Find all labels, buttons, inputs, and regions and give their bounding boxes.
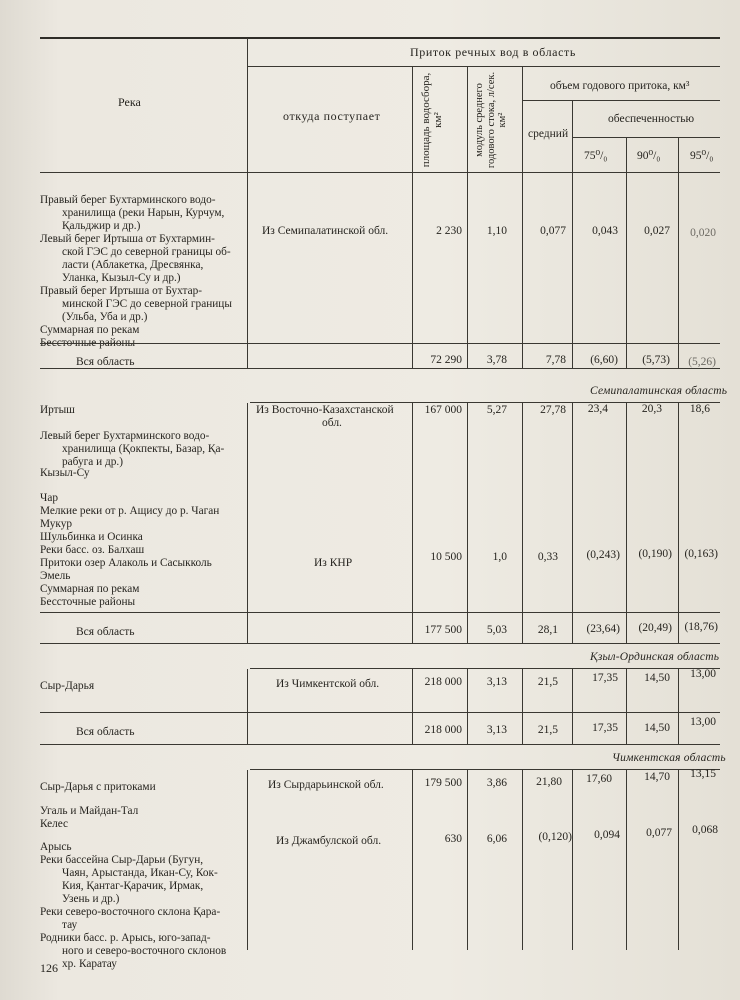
total-mean: 21,5 xyxy=(537,724,558,736)
p95-cell: (0,163) xyxy=(684,548,718,560)
col-divider xyxy=(678,173,679,368)
page-number: 126 xyxy=(40,961,58,975)
p75-cell: 17,35 xyxy=(592,672,618,684)
total-label: Вся область xyxy=(76,356,135,368)
list-item: Уланка, Кызыл-Су и др.) xyxy=(62,272,181,284)
list-item: ской ГЭС до северной границы об- xyxy=(62,246,231,258)
list-item: Кия, Қантаг-Қарачик, Ирмак, xyxy=(62,880,204,892)
header-source: откуда поступает xyxy=(283,109,381,123)
list-item: тау xyxy=(62,919,78,931)
header-col-divider xyxy=(626,138,627,172)
list-item: Суммарная по рекам xyxy=(40,324,140,336)
total-p75: (6,60) xyxy=(590,354,618,366)
p90-cell: 0,077 xyxy=(646,827,672,839)
col-divider xyxy=(522,173,523,368)
header-rule-3 xyxy=(573,137,720,138)
header-col-divider xyxy=(412,67,413,172)
col-divider xyxy=(678,669,679,744)
col-divider xyxy=(626,173,627,368)
list-item: ласти (Аблакетка, Дресвянка, xyxy=(62,259,204,271)
row-rule xyxy=(40,612,720,613)
header-rule-2 xyxy=(523,100,720,101)
source-cell: Из Чимкентской обл. xyxy=(276,678,380,690)
region-heading: Чимкентская область xyxy=(612,752,726,764)
header-p95: 95⁰/₀ xyxy=(690,150,714,162)
mean-cell: (0,120) xyxy=(538,831,572,843)
col-divider xyxy=(678,403,679,643)
row-rule xyxy=(250,668,720,669)
total-modulus: 3,78 xyxy=(486,354,507,366)
total-modulus: 5,03 xyxy=(486,624,507,636)
total-p95: (18,76) xyxy=(684,621,718,633)
total-p75: (23,64) xyxy=(586,623,620,635)
col-divider xyxy=(626,403,627,643)
mean-cell: 0,077 xyxy=(540,225,566,237)
list-item: Келес xyxy=(40,818,69,830)
p95-cell: 13,00 xyxy=(690,668,716,680)
header-p75: 75⁰/₀ xyxy=(584,150,608,162)
header-volume: объем годового притока, км³ xyxy=(550,80,690,92)
source-cell: Из Семипалатинской обл. xyxy=(262,225,389,237)
area-cell: 179 500 xyxy=(424,777,462,789)
total-p95: 13,00 xyxy=(690,716,716,728)
p90-cell: 14,70 xyxy=(644,771,670,783)
list-item: Суммарная по рекам xyxy=(40,583,140,595)
total-p90: (5,73) xyxy=(642,354,670,366)
modulus-cell: 5,27 xyxy=(486,404,507,416)
modulus-cell: 3,13 xyxy=(486,676,507,688)
header-p90: 90⁰/₀ xyxy=(637,150,661,162)
total-area: 177 500 xyxy=(424,624,462,636)
col-divider xyxy=(572,770,573,950)
total-label: Вся область xyxy=(76,726,135,738)
p90-cell: (0,190) xyxy=(638,548,672,560)
p95-cell: 18,6 xyxy=(689,403,710,415)
list-item: хранилища (реки Нарын, Курчум, xyxy=(62,207,225,219)
modulus-cell: 3,86 xyxy=(486,777,507,789)
row-rule xyxy=(40,343,720,344)
total-area: 218 000 xyxy=(424,724,462,736)
list-item: Правый берег Иртыша от Бухтар- xyxy=(40,285,203,297)
col-divider xyxy=(412,403,413,643)
header-probability: обеспеченностью xyxy=(608,113,695,125)
list-item: Реки басс. оз. Балхаш xyxy=(40,544,145,556)
p95-cell: 0,068 xyxy=(692,824,718,836)
mean-cell: 21,5 xyxy=(537,676,558,688)
list-item: хр. Каратау xyxy=(62,958,117,970)
header-river: Река xyxy=(118,95,141,109)
col-divider xyxy=(678,770,679,950)
header-col-divider xyxy=(467,67,468,172)
col-divider xyxy=(522,770,523,950)
list-item: Узень и др.) xyxy=(62,893,120,905)
header-col-divider xyxy=(678,138,679,172)
river-cell: Сыр-Дарья xyxy=(40,680,95,692)
list-item: Чаян, Арыстанда, Икан-Су, Кок- xyxy=(62,867,218,879)
list-item: (Ульба, Уба и др.) xyxy=(62,311,148,323)
col-divider xyxy=(247,173,248,368)
row-rule xyxy=(40,712,720,713)
modulus-cell: 1,10 xyxy=(486,225,507,237)
list-item: Кызыл-Су xyxy=(40,467,90,479)
p95-cell: 13,15 xyxy=(690,768,716,780)
list-item: Правый берег Бухтарминского водо- xyxy=(40,194,216,206)
total-mean: 28,1 xyxy=(537,624,558,636)
col-divider xyxy=(626,770,627,950)
list-item: Бессточные районы xyxy=(40,596,136,608)
mean-cell: 0,33 xyxy=(537,551,558,563)
col-divider xyxy=(412,173,413,368)
col-divider xyxy=(522,403,523,643)
list-item: Иртыш xyxy=(40,404,75,416)
total-modulus: 3,13 xyxy=(486,724,507,736)
list-item: Шульбинка и Осинка xyxy=(40,531,143,543)
col-divider xyxy=(247,770,248,950)
total-mean: 7,78 xyxy=(545,354,566,366)
modulus-cell: 6,06 xyxy=(486,833,507,845)
p75-cell: 0,043 xyxy=(592,225,618,237)
header-mean: средний xyxy=(528,128,569,140)
header-bottom-rule xyxy=(40,172,720,173)
region-heading: Қзыл-Ординская область xyxy=(590,651,720,663)
header-divider xyxy=(247,38,248,172)
col-divider xyxy=(467,403,468,643)
mean-cell: 21,80 xyxy=(536,776,562,788)
list-item: Қальджир и др.) xyxy=(62,220,141,232)
mean-cell: 27,78 xyxy=(540,404,566,416)
list-item: Реки северо-восточного склона Қара- xyxy=(40,906,221,918)
p90-cell: 0,027 xyxy=(644,225,670,237)
area-cell: 10 500 xyxy=(430,551,462,563)
header-modulus: модуль среднего годового стока, л/сек. км² xyxy=(474,71,508,169)
list-item: Эмель xyxy=(40,570,71,582)
total-p90: (20,49) xyxy=(638,622,672,634)
p95-cell: 0,020 xyxy=(690,227,716,239)
total-p95: (5,26) xyxy=(688,356,716,368)
area-cell: 167 000 xyxy=(424,404,462,416)
list-item: хранилища (Қокпекты, Базар, Қа- xyxy=(62,443,225,455)
total-label: Вся область xyxy=(76,626,135,638)
total-p90: 14,50 xyxy=(644,722,670,734)
modulus-cell: 1,0 xyxy=(492,551,507,563)
col-divider xyxy=(467,173,468,368)
p90-cell: 20,3 xyxy=(641,403,662,415)
list-item: ного и северо-восточного склонов xyxy=(62,945,227,957)
source-cell: Из Сырдарьинской обл. xyxy=(268,779,384,791)
list-item: Угаль и Майдан-Тал xyxy=(40,805,139,817)
total-area: 72 290 xyxy=(430,354,462,366)
row-rule xyxy=(40,643,720,644)
p75-cell: 23,4 xyxy=(587,403,608,415)
source-cell: Из Восточно-Казахстанской xyxy=(256,404,394,416)
list-item: Мелкие реки от р. Ащису до р. Чаган xyxy=(40,505,220,517)
list-item: Сыр-Дарья с притоками xyxy=(40,781,156,793)
row-rule xyxy=(250,769,720,770)
region-heading: Семипалатинская область xyxy=(590,385,728,397)
header-area: площадь водосбора, км² xyxy=(420,72,444,168)
p75-cell: (0,243) xyxy=(586,549,620,561)
source-cell: обл. xyxy=(322,417,342,429)
col-divider xyxy=(467,770,468,950)
list-item: Притоки озер Алаколь и Сасыкколь xyxy=(40,557,212,569)
header-inflow-group: Приток речных вод в область xyxy=(410,45,576,59)
col-divider xyxy=(247,403,248,643)
col-divider xyxy=(247,669,248,744)
source-cell: Из КНР xyxy=(314,557,353,569)
list-item: Левый берег Иртыша от Бухтармин- xyxy=(40,233,215,245)
p75-cell: 0,094 xyxy=(594,829,620,841)
list-item: Бессточные районы xyxy=(40,337,136,349)
col-divider xyxy=(572,403,573,643)
list-item: Левый берег Бухтарминского водо- xyxy=(40,430,210,442)
list-item: минской ГЭС до северной границы xyxy=(62,298,232,310)
list-item: Чар xyxy=(40,492,59,504)
header-rule-1 xyxy=(248,66,720,67)
p75-cell: 17,60 xyxy=(586,773,612,785)
list-item: Реки бассейна Сыр-Дарьи (Бугун, xyxy=(40,854,204,866)
row-rule xyxy=(40,368,720,369)
col-divider xyxy=(572,173,573,368)
list-item: рабуга и др.) xyxy=(62,456,123,468)
total-p75: 17,35 xyxy=(592,722,618,734)
p90-cell: 14,50 xyxy=(644,672,670,684)
list-item: Мукур xyxy=(40,518,73,530)
list-item: Родники басс. р. Арысь, юго-запад- xyxy=(40,932,211,944)
row-rule xyxy=(40,744,720,745)
table-top-rule xyxy=(40,37,720,39)
header-col-divider xyxy=(522,67,523,172)
area-cell: 630 xyxy=(444,833,462,845)
col-divider xyxy=(412,770,413,950)
list-item: Арысь xyxy=(40,841,72,853)
area-cell: 218 000 xyxy=(424,676,462,688)
area-cell: 2 230 xyxy=(436,225,462,237)
source-cell: Из Джамбулской обл. xyxy=(276,835,382,847)
